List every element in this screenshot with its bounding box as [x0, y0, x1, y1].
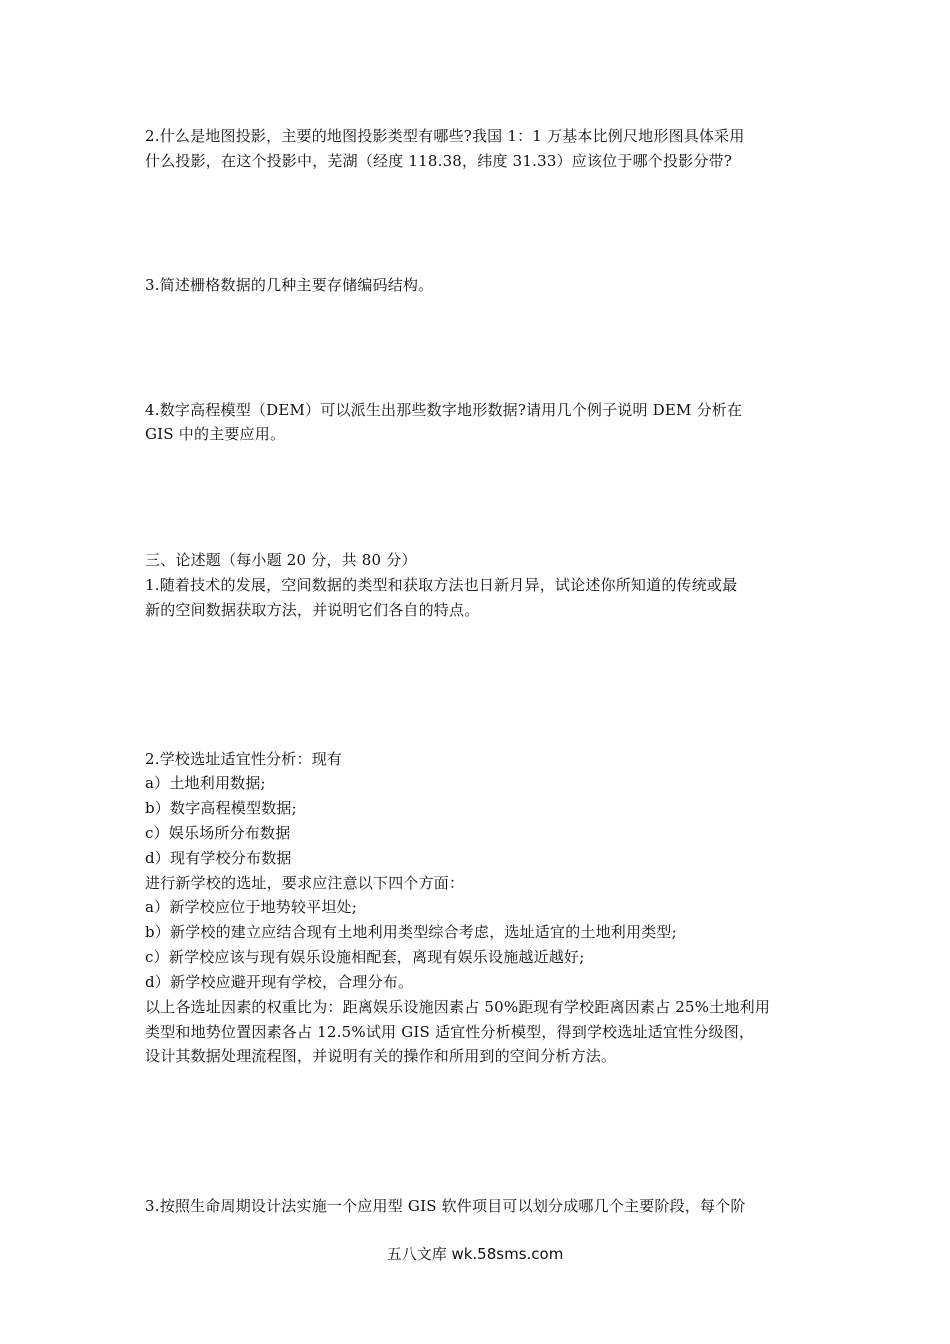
requirement-b: b）新学校的建立应结合现有土地利用类型综合考虑，选址适宜的土地利用类型;: [145, 923, 677, 941]
weights-line-2: 类型和地势位置因素各占 12.5%试用 GIS 适宜性分析模型，得到学校选址适宜性分级图，: [145, 1023, 755, 1041]
weights-line-1: 以上各选址因素的权重比为：距离娱乐设施因素占 50%距现有学校距离因素占 25%土地利用: [145, 998, 771, 1016]
essay-3-line-1: 3.按照生命周期设计法实施一个应用型 GIS 软件项目可以划分成哪几个主要阶段，每个阶: [145, 1197, 746, 1215]
data-item-c: c）娱乐场所分布数据: [145, 824, 291, 842]
essay-2-intro: 2.学校选址适宜性分析：现有: [145, 750, 343, 768]
data-item-b: b）数字高程模型数据;: [145, 799, 297, 817]
question-2-line-1: 2.什么是地图投影，主要的地图投影类型有哪些?我国 1：1 万基本比例尺地形图具体采用: [145, 127, 745, 145]
data-item-d: d）现有学校分布数据: [145, 849, 292, 867]
requirement-c: c）新学校应该与现有娱乐设施相配套，离现有娱乐设施越近越好;: [145, 948, 585, 966]
question-3-line-1: 3.简述栅格数据的几种主要存储编码结构。: [145, 276, 434, 294]
section-3-heading: 三、论述题（每小题 20 分，共 80 分）: [145, 551, 417, 569]
data-item-a: a）土地利用数据;: [145, 774, 266, 792]
weights-line-3: 设计其数据处理流程图，并说明有关的操作和所用到的空间分析方法。: [145, 1047, 617, 1065]
footer-watermark: 五八文库 wk.58sms.com: [386, 1245, 564, 1263]
essay-1-line-1: 1.随着技术的发展，空间数据的类型和获取方法也日新月异，试论述你所知道的传统或最: [145, 576, 738, 594]
essay-1-line-2: 新的空间数据获取方法，并说明它们各自的特点。: [145, 601, 480, 619]
question-4-line-1: 4.数字高程模型（DEM）可以派生出那些数字地形数据?请用几个例子说明 DEM 分析在: [145, 401, 743, 419]
requirement-a: a）新学校应位于地势较平坦处;: [145, 898, 357, 916]
question-4-line-2: GIS 中的主要应用。: [145, 425, 286, 443]
question-2-line-2: 什么投影，在这个投影中，芜湖（经度 118.38，纬度 31.33）应该位于哪个投影分带?: [145, 152, 733, 170]
requirement-d: d）新学校应避开现有学校，合理分布。: [145, 973, 414, 991]
requirement-intro: 进行新学校的选址，要求应注意以下四个方面：: [145, 874, 465, 892]
